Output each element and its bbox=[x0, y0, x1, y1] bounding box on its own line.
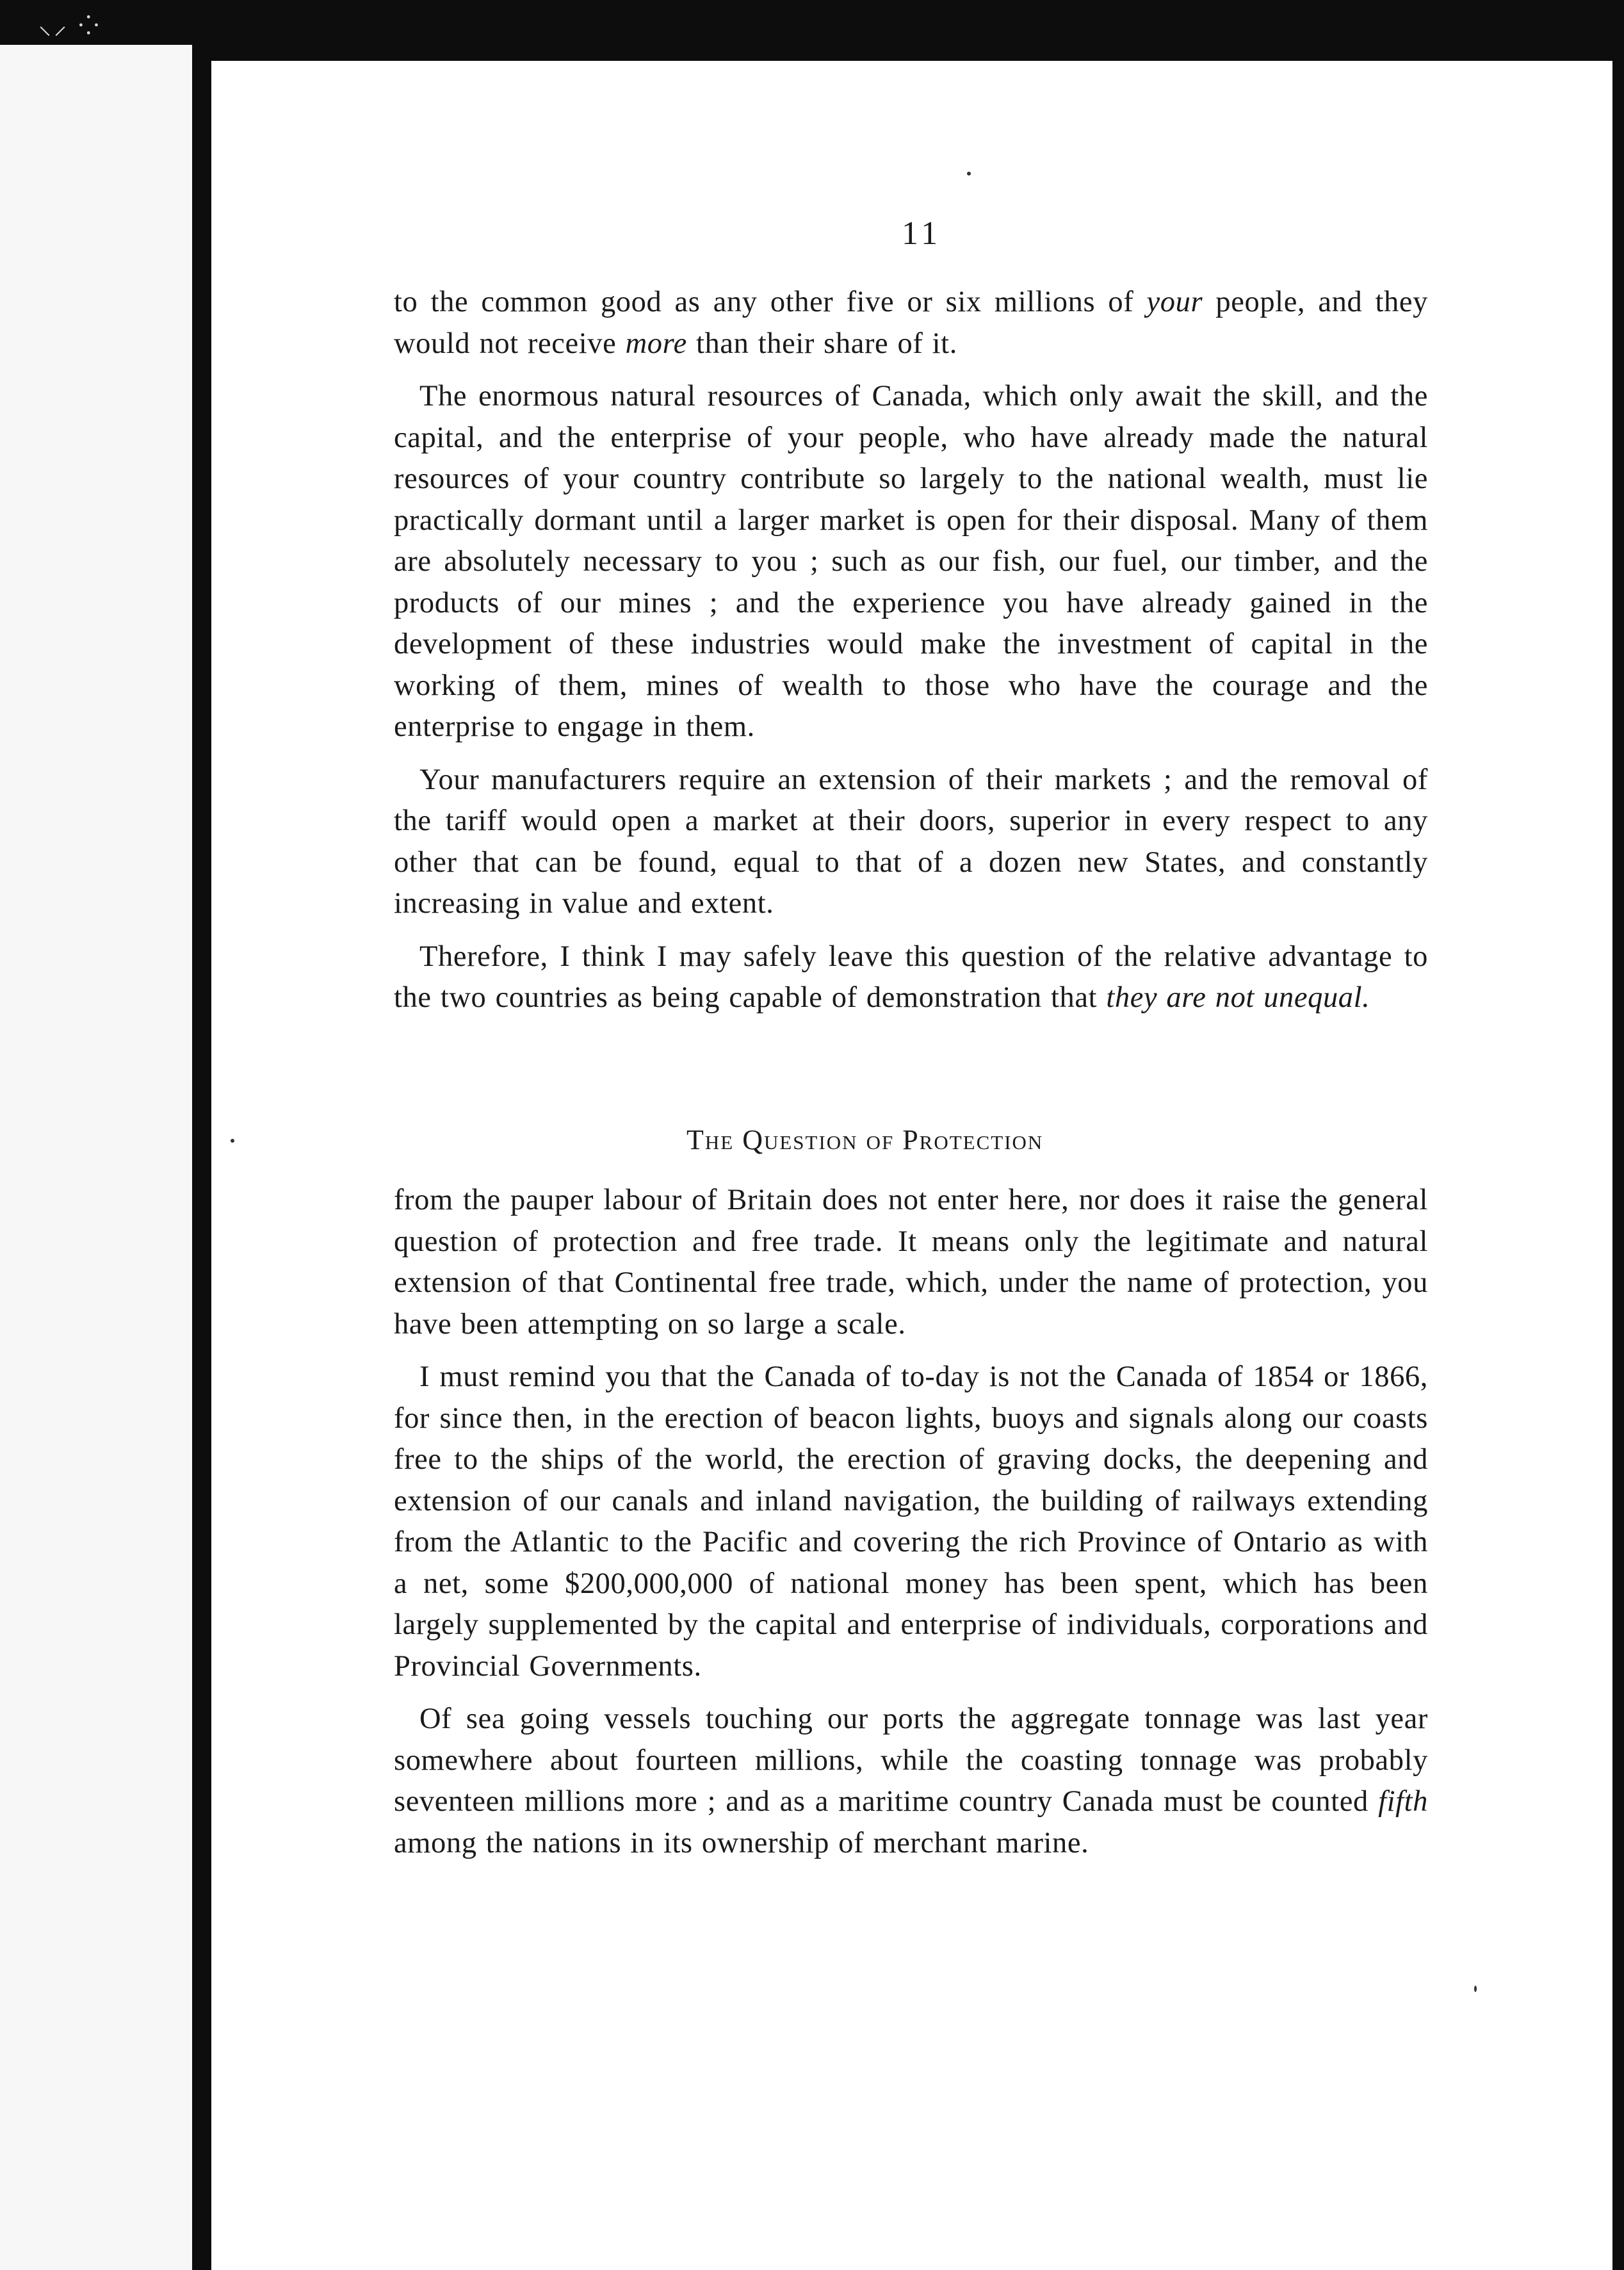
paragraph bbox=[394, 1699, 1428, 1864]
scan-right-border bbox=[1612, 45, 1624, 2270]
page-number: 11 bbox=[902, 215, 942, 252]
paragraph bbox=[394, 282, 1428, 364]
paragraph: from the pauper labour of Britain does not enter here, nor does it raise the general question of protection and free trade. It means only the legitimate and natural extension of that Continental free trade, which, under the name of protection, you have been attempting on so large a scale. bbox=[394, 1184, 1428, 1341]
text-run: among the nations in its ownership of merchant marine. bbox=[394, 1826, 1089, 1859]
scan-speck bbox=[967, 172, 971, 176]
section-heading: The Question of Protection bbox=[686, 1124, 1044, 1155]
book-gutter bbox=[192, 45, 211, 2270]
paragraph: The enormous natural resources of Canada, which only await the skill, and the capital, and the enterprise of your people, who have already made the natural resources of your country contribute so largely to the national wealth, must lie practically dormant until a larger market is open for their disposal. Many of them are absolutely necessary to you ; such as our fish, our fuel, our timber, and the products of our mines ; and the experience you have already gained in the development of these industries would make the investment of capital in the working of them, mines of wealth to those who have the courage and the enterprise to engage in them. bbox=[394, 380, 1428, 743]
corner-scan-mark: ⸜⸝ ⁘ bbox=[38, 11, 102, 40]
text-run: than their share of it. bbox=[686, 327, 957, 360]
emphasis: they are not unequal. bbox=[1106, 981, 1370, 1014]
text-run: to the common good as any other five or six millions of bbox=[394, 286, 1147, 318]
paragraph: Your manufacturers require an extension of their markets ; and the removal of the tariff would open a market at their doors, superior in every respect to any other that can be found, equal to that of a dozen new States, and constantly increasing in value and extent. bbox=[394, 763, 1428, 920]
text-run: Of sea going vessels touching our ports the aggregate tonnage was last year somewhere about fourteen millions, while the coasting tonnage was probably seventeen millions more ; and as a maritime country Canada must be counted bbox=[394, 1702, 1428, 1818]
facing-page-edge bbox=[0, 45, 192, 2270]
emphasis: your bbox=[1146, 286, 1203, 318]
scan-speck bbox=[231, 1139, 234, 1143]
text-block-top bbox=[394, 282, 1428, 1031]
scan-speck bbox=[1474, 1986, 1477, 1992]
emphasis: fifth bbox=[1378, 1785, 1428, 1818]
paragraph: I must remind you that the Canada of to-day is not the Canada of 1854 or 1866, for since then, in the erection of beacon lights, buoys and signals along our coasts free to the ships of the world, the erection of graving docks, the deepening and extension of our canals and inland navigation, the building of railways extending from the Atlantic to the Pacific and covering the rich Province of Ontario as with a net, some $200,000,000 of national money has been spent, which has been largely supplemented by the capital and enterprise of individuals, corporations and Provincial Governments. bbox=[394, 1360, 1428, 1683]
emphasis: more bbox=[625, 327, 687, 360]
scan-top-border bbox=[0, 0, 1624, 61]
paragraph bbox=[394, 936, 1428, 1019]
text-run: people, and they would not receive bbox=[394, 286, 1428, 360]
text-run: Therefore, I think I may safely leave this question of the relative advantage to the two countries as being capable of demonstration that bbox=[394, 940, 1428, 1014]
text-block-bottom bbox=[394, 1180, 1428, 1875]
